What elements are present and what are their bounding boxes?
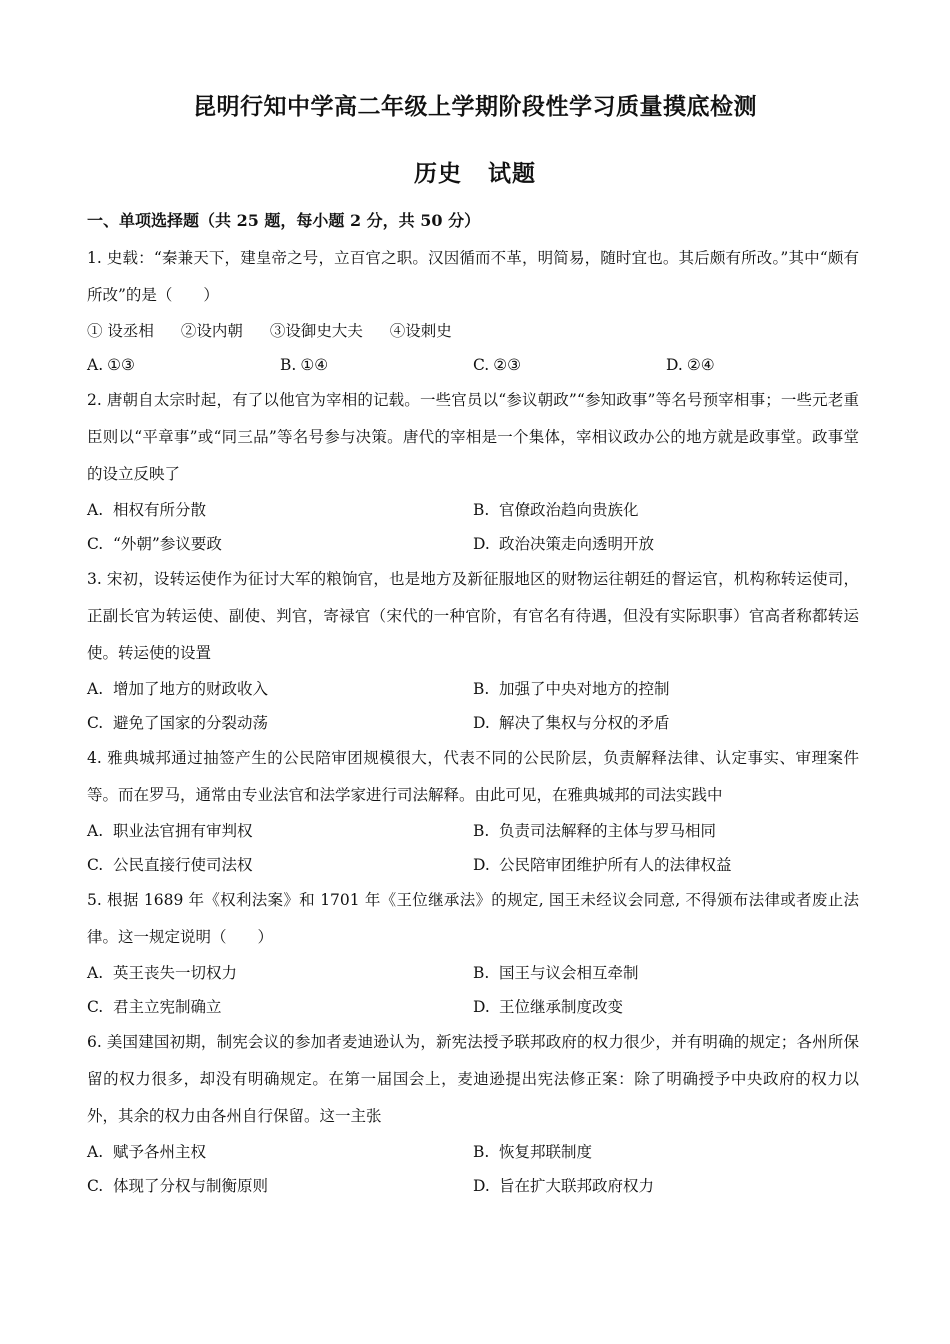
option-text: 负责司法解释的主体与罗马相同 bbox=[499, 822, 717, 840]
option-a bbox=[87, 493, 473, 527]
question-5 bbox=[87, 882, 859, 1024]
option-letter: D. bbox=[473, 856, 490, 874]
option-letter: A. bbox=[87, 964, 104, 982]
option-letter: D. bbox=[473, 998, 490, 1016]
option-text: 政治决策走向透明开放 bbox=[499, 535, 655, 553]
paper-type: 试题 bbox=[488, 160, 536, 187]
option-text: 官僚政治趋向贵族化 bbox=[499, 501, 639, 519]
sub-item: ②设内朝 bbox=[180, 322, 243, 340]
exam-content bbox=[87, 204, 859, 1203]
option-b bbox=[473, 493, 859, 527]
option-b bbox=[280, 348, 473, 382]
option-b bbox=[473, 814, 859, 848]
option-a bbox=[87, 956, 473, 990]
option-a bbox=[87, 672, 473, 706]
option-row bbox=[87, 848, 859, 882]
option-letter: B. bbox=[473, 964, 490, 982]
option-letter: C. bbox=[87, 535, 104, 553]
option-row bbox=[87, 1135, 859, 1169]
option-text: ①④ bbox=[300, 356, 329, 374]
exam-subtitle bbox=[0, 155, 950, 188]
question-stem: 5. 根据 1689 年《权利法案》和 1701 年《王位继承法》的规定, 国王未经议会同意, 不得颁布法律或者废止法律。这一规定说明（ ） bbox=[87, 891, 859, 946]
option-c bbox=[87, 527, 473, 561]
option-letter: B. bbox=[473, 680, 490, 698]
option-d bbox=[666, 348, 859, 382]
option-text: ①③ bbox=[107, 356, 135, 374]
option-b bbox=[473, 672, 859, 706]
option-letter: C. bbox=[87, 856, 104, 874]
option-text: ②③ bbox=[493, 356, 522, 374]
question-stem: 3. 宋初，设转运使作为征讨大军的粮饷官，也是地方及新征服地区的财物运往朝廷的督运官，机构称转运使司，正副长官为转运使、副使、判官，寄禄官（宋代的一种官阶，有官名有待遇，但没有实际职事）官高者称都转运使。转运使的设置 bbox=[87, 570, 859, 662]
option-row bbox=[87, 990, 859, 1024]
option-text: 相权有所分散 bbox=[113, 501, 207, 519]
option-c bbox=[87, 990, 473, 1024]
option-row bbox=[87, 814, 859, 848]
option-d bbox=[473, 848, 859, 882]
exam-title: 昆明行知中学高二年级上学期阶段性学习质量摸底检测 bbox=[193, 93, 757, 120]
option-letter: C. bbox=[87, 998, 104, 1016]
question-4 bbox=[87, 740, 859, 882]
option-text: 旨在扩大联邦政府权力 bbox=[499, 1177, 655, 1195]
option-text: 加强了中央对地方的控制 bbox=[499, 680, 670, 698]
option-text: 解决了集权与分权的矛盾 bbox=[499, 714, 670, 732]
option-d bbox=[473, 990, 859, 1024]
option-letter: A. bbox=[87, 501, 104, 519]
question-6 bbox=[87, 1024, 859, 1203]
option-row bbox=[87, 527, 859, 561]
sub-item: ③设御史大夫 bbox=[269, 322, 363, 340]
option-letter: B. bbox=[473, 501, 490, 519]
option-text: 职业法官拥有审判权 bbox=[113, 822, 253, 840]
option-a bbox=[87, 1135, 473, 1169]
question-stem: 4. 雅典城邦通过抽签产生的公民陪审团规模很大，代表不同的公民阶层，负责解释法律、认定事实、审理案件等。而在罗马，通常由专业法官和法学家进行司法解释。由此可见，在雅典城邦的司法实践中 bbox=[87, 749, 859, 804]
option-letter: C. bbox=[87, 714, 104, 732]
question-stem: 2. 唐朝自太宗时起，有了以他官为宰相的记载。一些官员以“参议朝政”“参知政事”等名号预宰相事；一些元老重臣则以“平章事”或“同三品”等名号参与决策。唐代的宰相是一个集体，宰相议政办公的地方就是政事堂。政事堂的设立反映了 bbox=[87, 391, 859, 483]
option-row bbox=[87, 348, 859, 382]
option-text: 恢复邦联制度 bbox=[499, 1143, 593, 1161]
option-text: 赋予各州主权 bbox=[113, 1143, 207, 1161]
option-letter: C. bbox=[87, 1177, 104, 1195]
option-text: 王位继承制度改变 bbox=[499, 998, 624, 1016]
option-text: 英王丧失一切权力 bbox=[113, 964, 238, 982]
question-2 bbox=[87, 382, 859, 561]
option-letter: C. bbox=[473, 356, 490, 374]
option-letter: B. bbox=[280, 356, 297, 374]
option-row bbox=[87, 493, 859, 527]
question-3 bbox=[87, 561, 859, 740]
section-heading: 一、单项选择题（共 25 题，每小题 2 分，共 50 分） bbox=[87, 211, 481, 230]
option-c bbox=[87, 1169, 473, 1203]
option-c bbox=[473, 348, 666, 382]
question-1 bbox=[87, 240, 859, 382]
option-a bbox=[87, 814, 473, 848]
option-b bbox=[473, 956, 859, 990]
option-text: 国王与议会相互牵制 bbox=[499, 964, 639, 982]
option-letter: B. bbox=[473, 822, 490, 840]
question-stem: 1. 史载：“秦兼天下，建皇帝之号，立百官之职。汉因循而不革，明简易，随时宜也。其后颇有所改。”其中“颇有所改”的是（ ） bbox=[87, 249, 859, 304]
option-c bbox=[87, 706, 473, 740]
option-text: 体现了分权与制衡原则 bbox=[113, 1177, 269, 1195]
option-letter: A. bbox=[87, 680, 104, 698]
option-row bbox=[87, 956, 859, 990]
option-c bbox=[87, 848, 473, 882]
subject-name: 历史 bbox=[414, 160, 462, 187]
question-stem: 6. 美国建国初期，制宪会议的参加者麦迪逊认为，新宪法授予联邦政府的权力很少，并有明确的规定；各州所保留的权力很多，却没有明确规定。在第一届国会上，麦迪逊提出宪法修正案：除了明确授予中央政府的权力以外，其余的权力由各州自行保留。这一主张 bbox=[87, 1033, 859, 1125]
option-letter: A. bbox=[87, 1143, 104, 1161]
option-text: 君主立宪制确立 bbox=[113, 998, 222, 1016]
option-letter: A. bbox=[87, 822, 104, 840]
option-d bbox=[473, 1169, 859, 1203]
option-letter: D. bbox=[473, 714, 490, 732]
option-letter: A. bbox=[87, 356, 104, 374]
option-d bbox=[473, 527, 859, 561]
option-letter: D. bbox=[473, 535, 490, 553]
option-text: 公民陪审团维护所有人的法律权益 bbox=[499, 856, 732, 874]
option-row bbox=[87, 1169, 859, 1203]
option-text: 增加了地方的财政收入 bbox=[113, 680, 269, 698]
option-letter: D. bbox=[666, 356, 683, 374]
option-text: 公民直接行使司法权 bbox=[113, 856, 253, 874]
option-text: “外朝”参议要政 bbox=[113, 535, 222, 553]
option-letter: D. bbox=[473, 1177, 490, 1195]
option-d bbox=[473, 706, 859, 740]
option-row bbox=[87, 672, 859, 706]
option-a bbox=[87, 348, 280, 382]
option-text: ②④ bbox=[686, 356, 715, 374]
option-row bbox=[87, 706, 859, 740]
option-b bbox=[473, 1135, 859, 1169]
sub-item: ④设刺史 bbox=[389, 322, 452, 340]
option-text: 避免了国家的分裂动荡 bbox=[113, 714, 269, 732]
question-sub-items bbox=[87, 314, 859, 348]
option-letter: B. bbox=[473, 1143, 490, 1161]
sub-item: ① 设丞相 bbox=[87, 322, 154, 340]
